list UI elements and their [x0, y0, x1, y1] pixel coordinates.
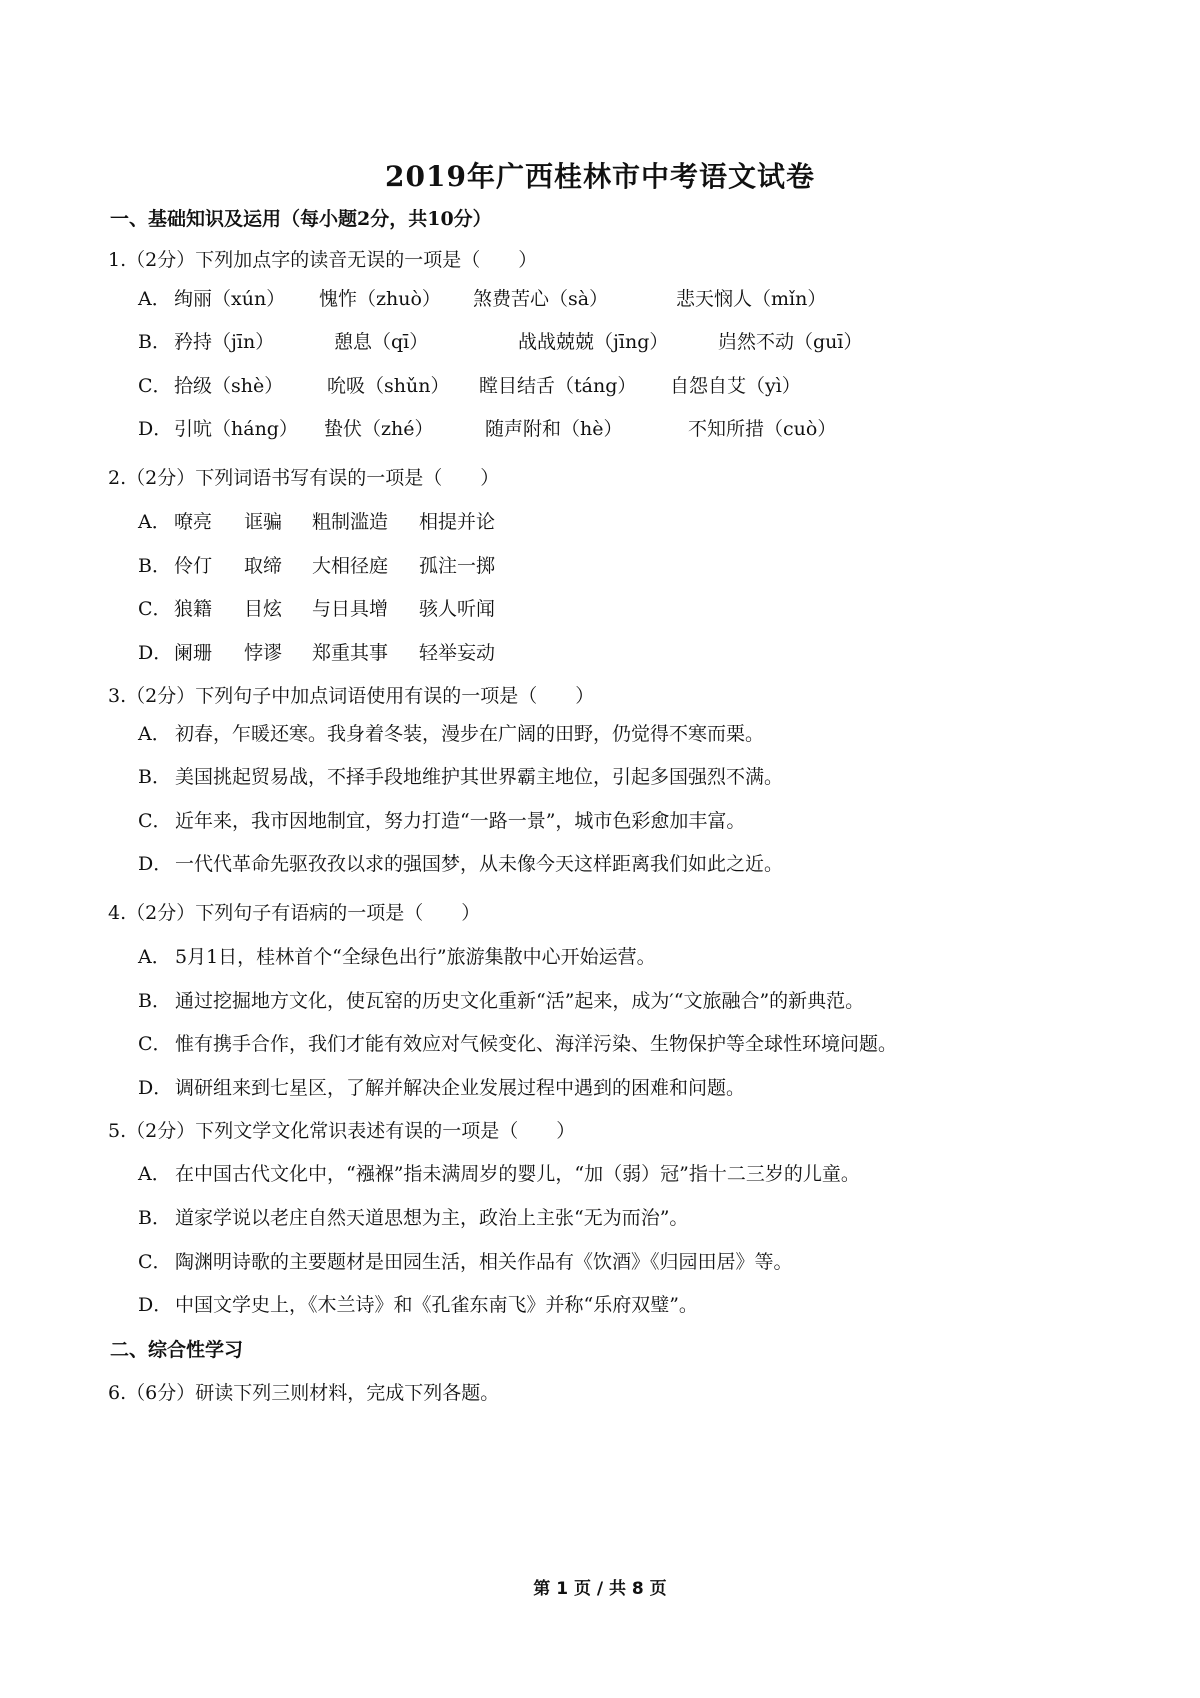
- option-item: 吮吸（shǔn）: [327, 375, 450, 397]
- q2-option-b: [138, 551, 1038, 579]
- option-letter: A．: [138, 1163, 171, 1185]
- option-item: 矜持（jīn）: [174, 331, 275, 353]
- option-letter: D．: [138, 418, 173, 440]
- option-text: 在中国古代文化中，“襁褓”指未满周岁的婴儿，“加（弱）冠”指十二三岁的儿童。: [175, 1163, 860, 1185]
- option-letter: D．: [138, 1294, 173, 1316]
- q1-option-c: [138, 371, 1038, 399]
- option-text: 一代代革命先驱孜孜以求的强国梦，从未像今天这样距离我们如此之近。: [175, 853, 784, 875]
- option-letter: D．: [138, 1077, 173, 1099]
- option-letter: C．: [138, 1251, 172, 1273]
- option-item: 瞠目结舌（táng）: [479, 375, 637, 397]
- option-item: 粗制滥造: [312, 511, 389, 533]
- option-item: 引吭（háng）: [174, 418, 298, 440]
- q4-option-b: [138, 986, 1038, 1014]
- q3-option-d: [138, 849, 1038, 877]
- option-item: 诓骗: [244, 511, 283, 533]
- option-letter: A．: [138, 288, 171, 310]
- q5-option-b: [138, 1203, 1038, 1231]
- option-item: 战战兢兢（jīng）: [518, 331, 669, 353]
- option-text: 初春，乍暖还寒。我身着冬装，漫步在广阔的田野，仍觉得不寒而栗。: [175, 723, 765, 745]
- option-text: 5月1日，桂林首个“全绿色出行”旅游集散中心开始运营。: [175, 946, 656, 968]
- option-item: 轻举妄动: [419, 642, 496, 664]
- option-letter: B．: [138, 331, 171, 353]
- option-item: 骇人听闻: [419, 598, 496, 620]
- option-item: 拾级（shè）: [174, 375, 284, 397]
- option-text: 中国文学史上，《木兰诗》和《孔雀东南飞》并称“乐府双璧”。: [175, 1294, 698, 1316]
- q5-option-d: [138, 1290, 1038, 1318]
- option-item: 目炫: [244, 598, 283, 620]
- option-item: 伶仃: [174, 555, 213, 577]
- option-text: 近年来，我市因地制宜，努力打造“一路一景”，城市色彩愈加丰富。: [175, 810, 746, 832]
- q5-option-c: [138, 1247, 1038, 1275]
- option-item: 大相径庭: [312, 555, 389, 577]
- option-letter: C．: [138, 598, 172, 620]
- option-letter: B．: [138, 555, 171, 577]
- option-item: 孤注一掷: [419, 555, 496, 577]
- q4-option-d: [138, 1073, 1038, 1101]
- q1-option-a: [138, 284, 1038, 312]
- option-item: 相提并论: [419, 511, 496, 533]
- option-letter: B．: [138, 990, 171, 1012]
- option-item: 岿然不动（guī）: [718, 331, 863, 353]
- option-letter: D．: [138, 642, 173, 664]
- option-letter: B．: [138, 766, 171, 788]
- q5-option-a: [138, 1159, 1038, 1187]
- q3-option-c: [138, 806, 1038, 834]
- option-text: 陶渊明诗歌的主要题材是田园生活，相关作品有《饮酒》《归园田居》等。: [175, 1251, 793, 1273]
- q2-option-c: [138, 594, 1038, 622]
- option-item: 取缔: [244, 555, 283, 577]
- option-item: 悲天悯人（mǐn）: [676, 288, 827, 310]
- option-item: 煞费苦心（sà）: [473, 288, 609, 310]
- option-item: 狼籍: [174, 598, 213, 620]
- option-item: 郑重其事: [312, 642, 389, 664]
- option-item: 憩息（qī）: [334, 331, 429, 353]
- q4-option-a: [138, 942, 1038, 970]
- q2-option-a: [138, 507, 1038, 535]
- option-text: 惟有携手合作，我们才能有效应对气候变化、海洋污染、生物保护等全球性环境问题。: [175, 1033, 898, 1055]
- option-letter: C．: [138, 810, 172, 832]
- section-heading-2: 二、综合性学习: [110, 1339, 244, 1361]
- section-heading-1: 一、基础知识及运用（每小题2分，共10分）: [110, 208, 492, 230]
- q4-option-c: [138, 1029, 1038, 1057]
- option-item: 绚丽（xún）: [174, 288, 286, 310]
- question-4-stem: 4.（2分）下列句子有语病的一项是（ ）: [108, 902, 481, 924]
- question-3-stem: 3.（2分）下列句子中加点词语使用有误的一项是（ ）: [108, 685, 595, 707]
- option-letter: C．: [138, 1033, 172, 1055]
- option-item: 嘹亮: [174, 511, 213, 533]
- option-letter: A．: [138, 723, 171, 745]
- option-item: 蛰伏（zhé）: [324, 418, 434, 440]
- option-item: 悖谬: [244, 642, 283, 664]
- q3-option-b: [138, 762, 1038, 790]
- question-2-stem: 2.（2分）下列词语书写有误的一项是（ ）: [108, 467, 500, 489]
- question-1-stem: 1.（2分）下列加点字的读音无误的一项是（ ）: [108, 249, 538, 271]
- option-text: 道家学说以老庄自然天道思想为主，政治上主张“无为而治”。: [175, 1207, 689, 1229]
- option-letter: A．: [138, 946, 171, 968]
- page-title: 2019年广西桂林市中考语文试卷: [385, 160, 815, 193]
- option-letter: C．: [138, 375, 172, 397]
- option-item: 随声附和（hè）: [485, 418, 623, 440]
- option-item: 不知所措（cuò）: [688, 418, 837, 440]
- question-6-stem: 6.（6分）研读下列三则材料，完成下列各题。: [108, 1382, 500, 1404]
- option-item: 愧怍（zhuò）: [319, 288, 441, 310]
- option-item: 与日具增: [312, 598, 389, 620]
- option-text: 美国挑起贸易战，不择手段地维护其世界霸主地位，引起多国强烈不满。: [175, 766, 784, 788]
- page-footer: 第 1 页 / 共 8 页: [533, 1579, 667, 1599]
- q1-option-d: [138, 414, 1038, 442]
- option-text: 调研组来到七星区，了解并解决企业发展过程中遇到的困难和问题。: [175, 1077, 746, 1099]
- option-letter: A．: [138, 511, 171, 533]
- option-item: 阑珊: [174, 642, 213, 664]
- q1-option-b: [138, 327, 1038, 355]
- question-5-stem: 5.（2分）下列文学文化常识表述有误的一项是（ ）: [108, 1120, 576, 1142]
- q3-option-a: [138, 719, 1038, 747]
- option-item: 自怨自艾（yì）: [670, 375, 801, 397]
- option-text: 通过挖掘地方文化，使瓦窑的历史文化重新“活”起来，成为′“文旅融合”的新典范。: [175, 990, 865, 1012]
- option-letter: D．: [138, 853, 173, 875]
- option-letter: B．: [138, 1207, 171, 1229]
- q2-option-d: [138, 638, 1038, 666]
